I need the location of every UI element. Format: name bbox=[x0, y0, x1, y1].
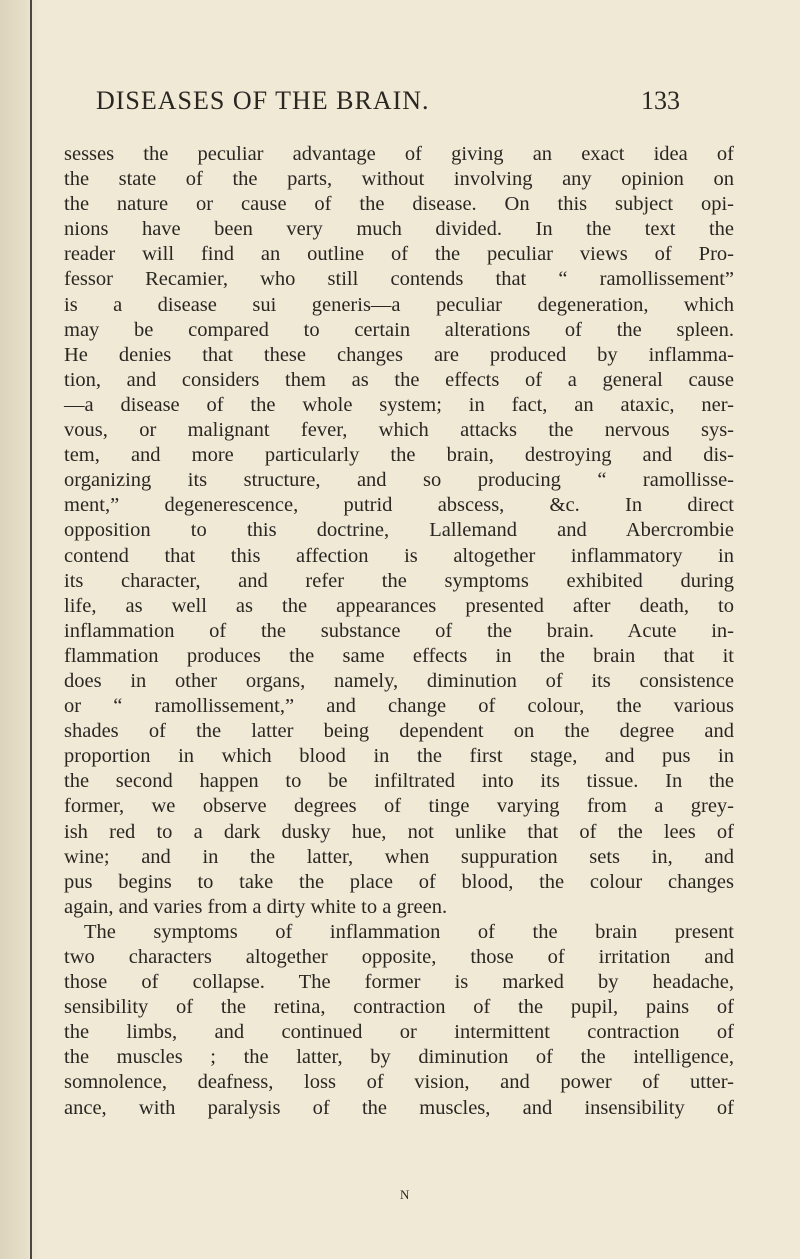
text-line: flammation produces the same effects in the brain that it bbox=[64, 644, 734, 667]
text-line: pus begins to take the place of blood, the colour changes bbox=[64, 870, 734, 893]
text-line: former, we observe degrees of tinge varying from a grey- bbox=[64, 795, 734, 818]
text-line: the nature or cause of the disease. On this subject opi- bbox=[64, 193, 734, 216]
text-line: The symptoms of inflammation of the brain present bbox=[84, 920, 734, 943]
text-line: the muscles ; the latter, by diminution of the intelligence, bbox=[64, 1046, 734, 1069]
text-line: the limbs, and continued or intermittent contraction of bbox=[64, 1021, 734, 1044]
text-line: inflammation of the substance of the brain. Acute in- bbox=[64, 619, 734, 642]
text-line: sensibility of the retina, contraction of the pupil, pains of bbox=[64, 996, 734, 1019]
text-line: those of collapse. The former is marked by headache, bbox=[64, 971, 734, 994]
text-line: sesses the peculiar advantage of giving an exact idea of bbox=[64, 143, 734, 165]
text-line: is a disease sui generis—a peculiar degeneration, which bbox=[64, 293, 734, 316]
text-line: does in other organs, namely, diminution of its consistence bbox=[64, 669, 734, 692]
signature-mark: N bbox=[400, 1187, 411, 1202]
text-line: ment,” degenerescence, putrid abscess, &c. In direct bbox=[64, 494, 734, 517]
text-line: ish red to a dark dusky hue, not unlike that of the lees of bbox=[64, 820, 734, 843]
page-gutter bbox=[0, 0, 40, 1259]
binding-edge bbox=[30, 0, 32, 1259]
text-line: wine; and in the latter, when suppuration sets in, and bbox=[64, 845, 734, 868]
text-line: opposition to this doctrine, Lallemand and Abercrombie bbox=[64, 519, 734, 542]
text-line: nions have been very much divided. In the text the bbox=[64, 218, 734, 241]
text-line: again, and varies from a dirty white to a green. bbox=[64, 895, 448, 918]
page-number: 133 bbox=[641, 86, 680, 115]
text-line: fessor Recamier, who still contends that “ ramollissement” bbox=[64, 268, 734, 291]
running-title: DISEASES OF THE BRAIN. bbox=[96, 86, 430, 115]
text-line: —a disease of the whole system; in fact, an ataxic, ner- bbox=[64, 393, 734, 416]
page-header bbox=[96, 86, 680, 126]
text-line: the state of the parts, without involving any opinion on bbox=[64, 168, 734, 191]
text-line: somnolence, deafness, loss of vision, and power of utter- bbox=[64, 1071, 734, 1094]
text-line: life, as well as the appearances presented after death, to bbox=[64, 594, 734, 617]
body-text bbox=[64, 142, 734, 1121]
text-line: proportion in which blood in the first stage, and pus in bbox=[64, 745, 734, 768]
text-line: vous, or malignant fever, which attacks the nervous sys- bbox=[64, 419, 734, 442]
text-line: reader will find an outline of the peculiar views of Pro- bbox=[64, 243, 734, 266]
text-line: organizing its structure, and so producing “ ramollisse- bbox=[64, 469, 734, 492]
text-line: the second happen to be infiltrated into its tissue. In the bbox=[64, 770, 734, 793]
text-line: contend that this affection is altogether inflammatory in bbox=[64, 544, 734, 567]
text-line: may be compared to certain alterations of the spleen. bbox=[64, 318, 734, 341]
text-line: its character, and refer the symptoms exhibited during bbox=[64, 569, 734, 592]
text-line: or “ ramollissement,” and change of colour, the various bbox=[64, 695, 734, 718]
text-line: tem, and more particularly the brain, destroying and dis- bbox=[64, 444, 734, 467]
text-line: ance, with paralysis of the muscles, and insensibility of bbox=[64, 1096, 734, 1119]
text-line: shades of the latter being dependent on the degree and bbox=[64, 720, 734, 743]
text-line: He denies that these changes are produced by inflamma- bbox=[64, 343, 734, 366]
text-line: two characters altogether opposite, those of irritation and bbox=[64, 946, 734, 968]
text-line: tion, and considers them as the effects of a general cause bbox=[64, 368, 734, 391]
